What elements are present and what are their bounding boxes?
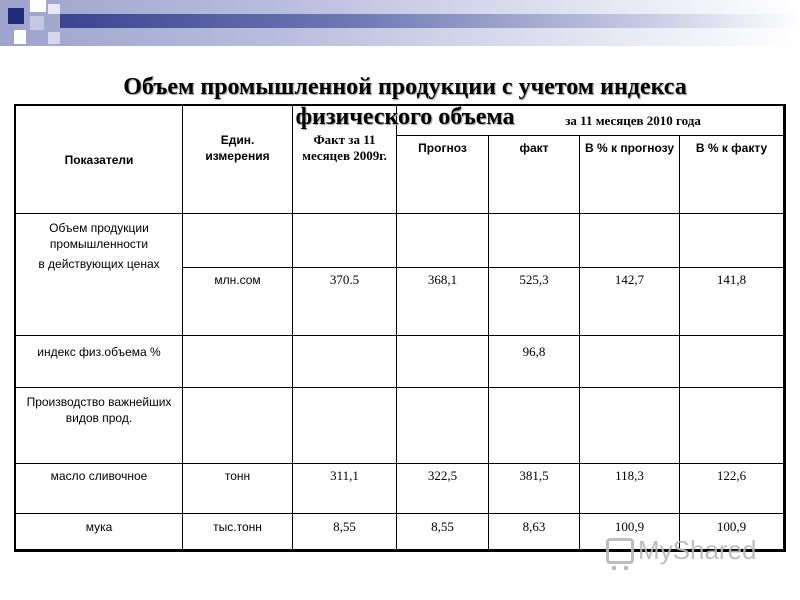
shopping-cart-icon (606, 538, 634, 564)
empty-cell (580, 336, 680, 388)
cell-fact-2009: 311,1 (293, 464, 397, 514)
empty-cell (489, 388, 580, 464)
cell-unit: млн.сом (183, 268, 293, 336)
decorative-square (30, 0, 46, 12)
row-label-line: в действующих ценах (38, 257, 160, 271)
empty-cell (397, 214, 489, 268)
cell-fact: 8,63 (489, 514, 580, 550)
cell-unit: тыс.тонн (183, 514, 293, 550)
cell-index-fact: 96,8 (489, 336, 580, 388)
watermark (606, 535, 757, 566)
row-label-section: Производство важнейших видов прод. (16, 388, 183, 464)
cell-pct-forecast: 118,3 (580, 464, 680, 514)
empty-cell (680, 336, 784, 388)
empty-cell (293, 214, 397, 268)
cell-fact: 525,3 (489, 268, 580, 336)
header-fact-2009: Факт за 11 месяцев 2009г. (293, 106, 397, 214)
empty-cell (397, 388, 489, 464)
header-pct-forecast: В % к прогнозу (580, 136, 680, 214)
empty-cell (293, 336, 397, 388)
header-period-2010: за 11 месяцев 2010 года (397, 106, 784, 136)
top-decorative-bar (0, 0, 800, 46)
cell-forecast: 322,5 (397, 464, 489, 514)
empty-cell (580, 388, 680, 464)
header-pct-fact: В % к факту (680, 136, 784, 214)
empty-cell (397, 336, 489, 388)
cell-pct-fact: 100,9 (680, 514, 784, 550)
cell-pct-forecast: 142,7 (580, 268, 680, 336)
empty-cell (489, 214, 580, 268)
row-label-flour: мука (16, 514, 183, 550)
decorative-square (48, 32, 60, 44)
decorative-square (8, 8, 24, 24)
empty-cell (680, 388, 784, 464)
header-fact: факт (489, 136, 580, 214)
cell-unit: тонн (183, 464, 293, 514)
row-label-volume (16, 214, 183, 336)
empty-cell (680, 214, 784, 268)
empty-cell (580, 214, 680, 268)
cell-forecast: 8,55 (397, 514, 489, 550)
cell-fact-2009: 8,55 (293, 514, 397, 550)
header-unit: Един. измерения (183, 106, 293, 214)
header-indicators: Показатели (16, 106, 183, 214)
decorative-square (14, 30, 26, 44)
empty-cell (183, 214, 293, 268)
decorative-square (48, 4, 60, 14)
cell-pct-forecast: 100,9 (580, 514, 680, 550)
decorative-square (30, 16, 44, 30)
cell-pct-fact: 122,6 (680, 464, 784, 514)
cell-fact: 381,5 (489, 464, 580, 514)
empty-cell (183, 388, 293, 464)
cell-forecast: 368,1 (397, 268, 489, 336)
row-label-line: Объем продукции промышленности (49, 221, 149, 251)
row-label-index: индекс физ.объема % (16, 336, 183, 388)
slide-title: Объем промышленной продукции с учетом индекса физического объема (123, 74, 687, 130)
empty-cell (183, 336, 293, 388)
row-label-butter: масло сливочное (16, 464, 183, 514)
header-forecast: Прогноз (397, 136, 489, 214)
production-table (15, 105, 784, 550)
cell-pct-fact: 141,8 (680, 268, 784, 336)
empty-cell (293, 388, 397, 464)
watermark-text: MyShared (638, 535, 757, 565)
decorative-strip (60, 14, 800, 28)
cell-fact-2009: 370.5 (293, 268, 397, 336)
